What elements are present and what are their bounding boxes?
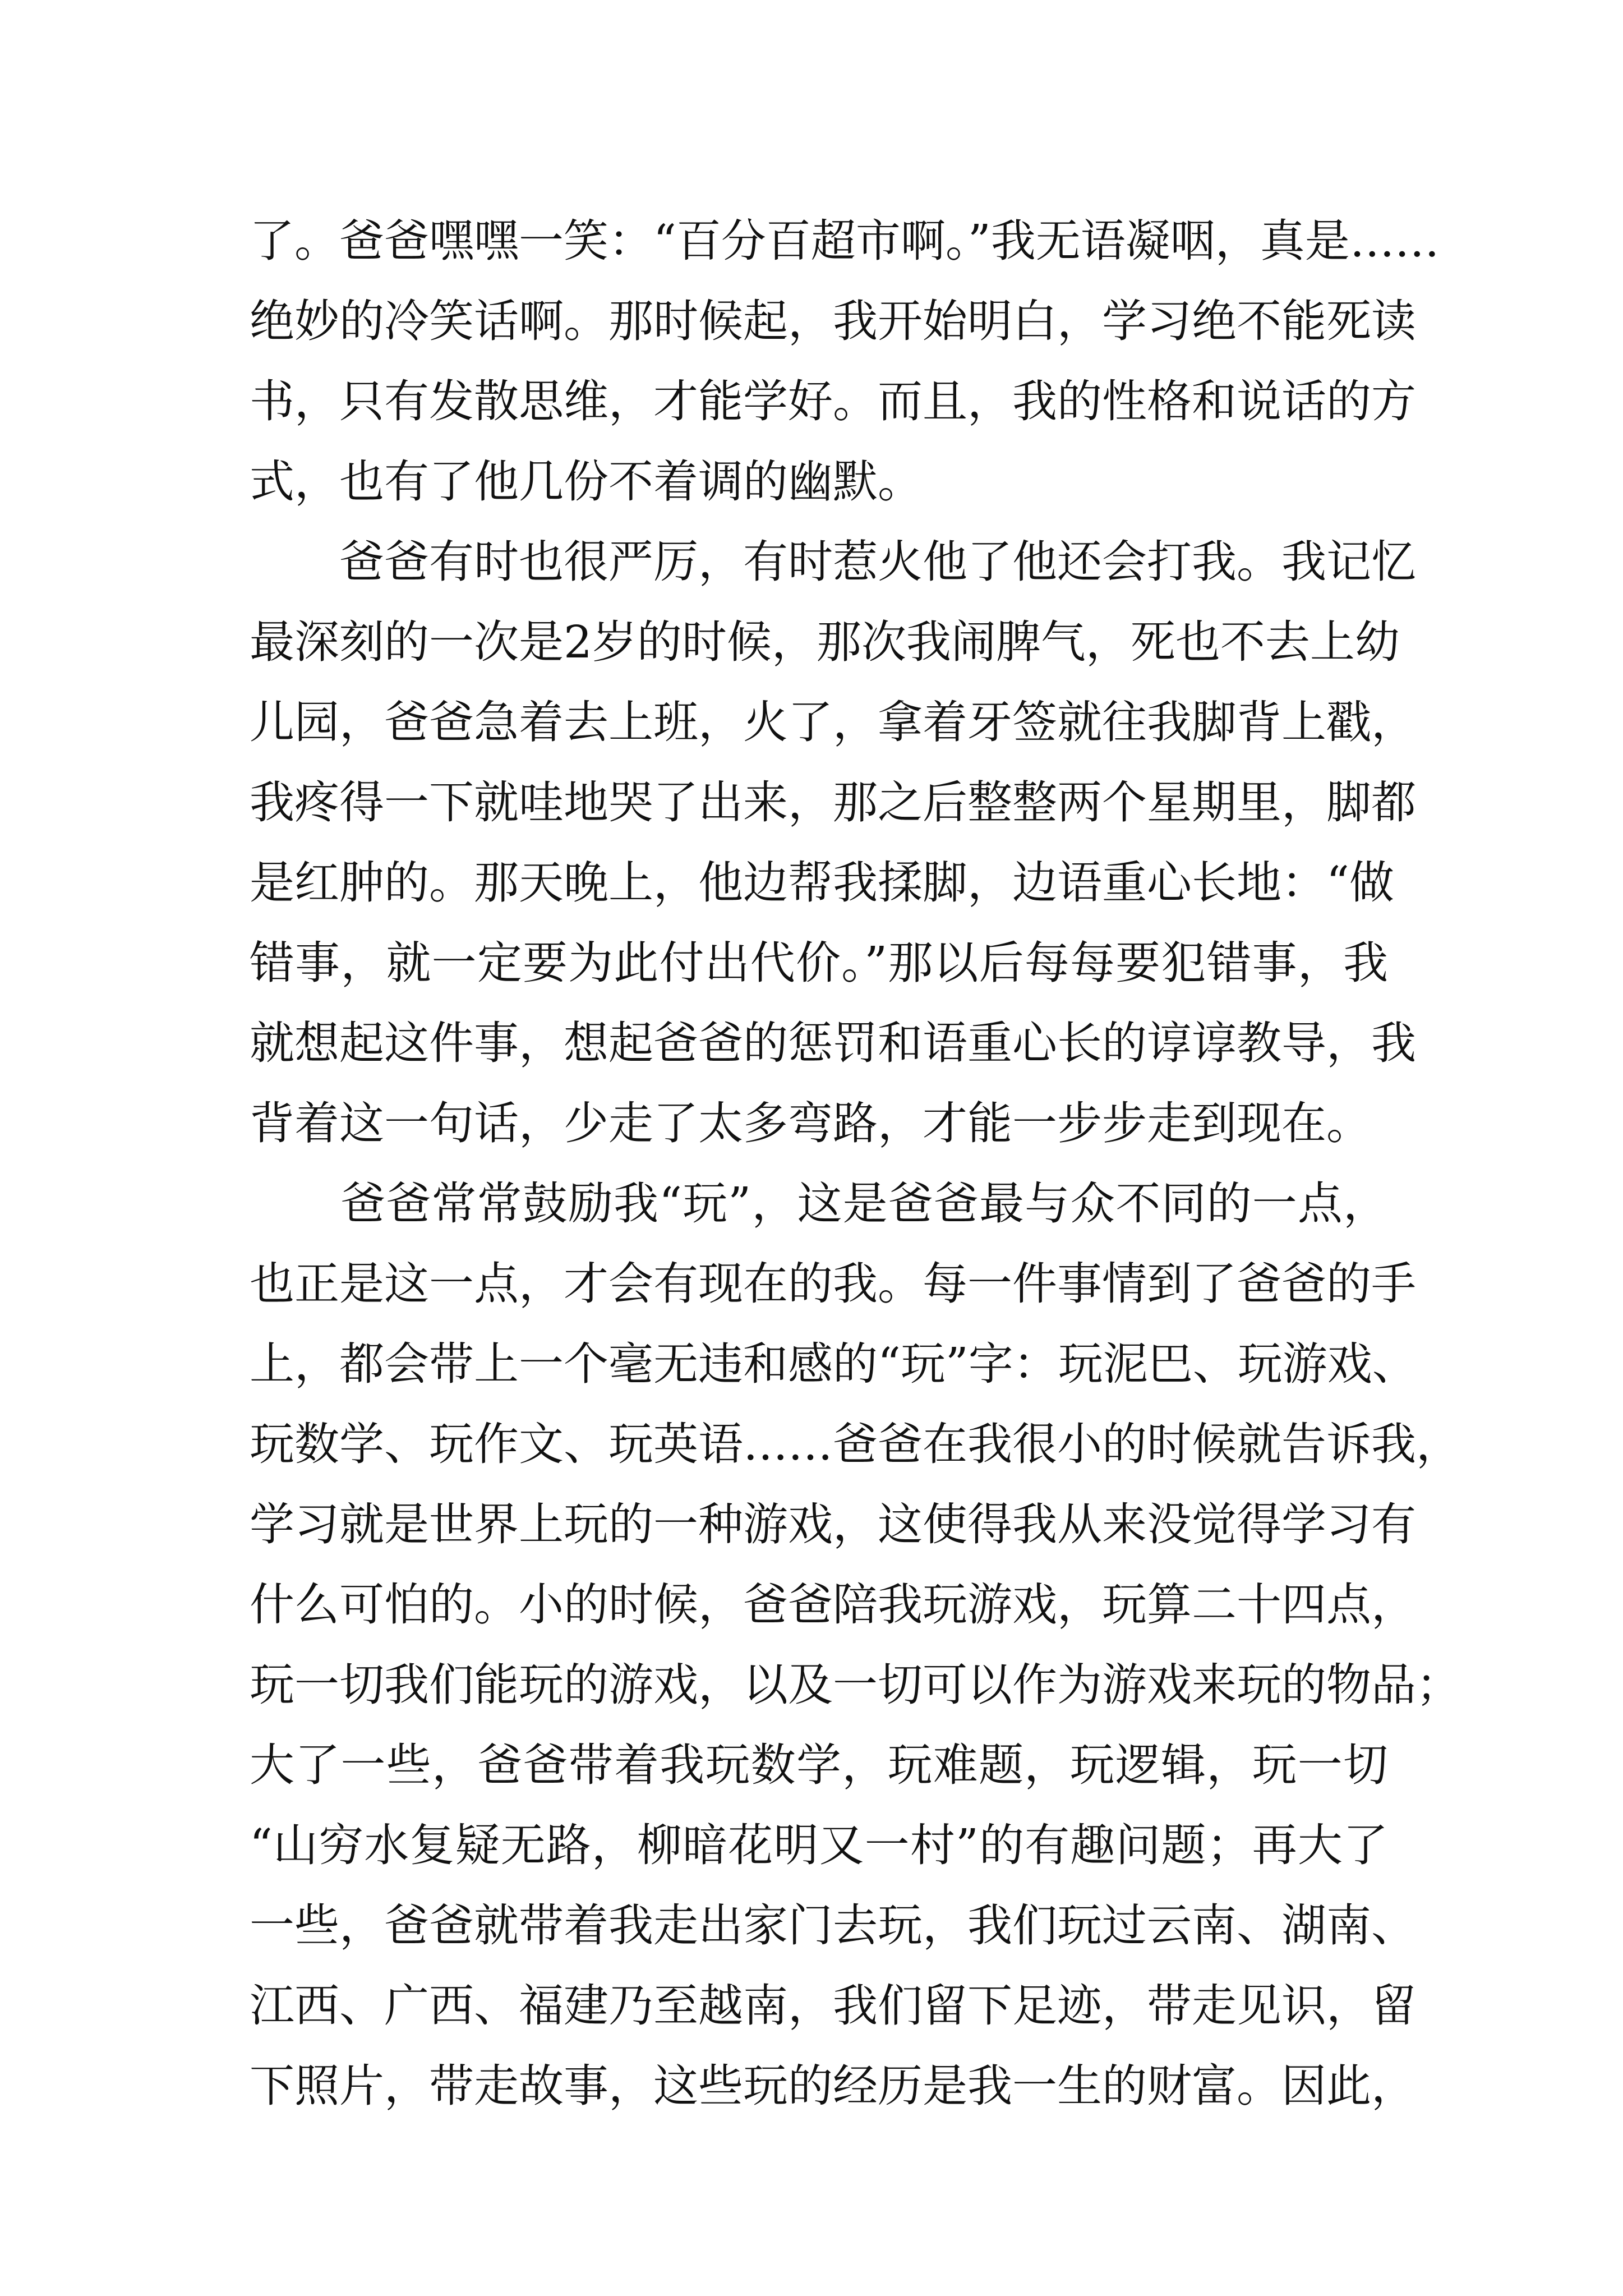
text-line: 了。爸爸嘿嘿一笑：“百分百超市啊。”我无语凝咽，真是……: [250, 215, 1440, 267]
text-line: 背着这一句话，少走了太多弯路，才能一步步走到现在。: [250, 1097, 1371, 1149]
text-line: 江西、广西、福建乃至越南，我们留下足迹，带走见识，留: [250, 1980, 1416, 2032]
text-line: 一些，爸爸就带着我走出家门去玩，我们玩过云南、湖南、: [250, 1899, 1416, 1952]
text-line: 学习就是世界上玩的一种游戏，这使得我从来没觉得学习有: [250, 1498, 1416, 1550]
text-line: 玩一切我们能玩的游戏，以及一切可以作为游戏来玩的物品；: [250, 1659, 1461, 1711]
text-line: 错事，就一定要为此付出代价。”那以后每每要犯错事，我: [250, 937, 1388, 989]
text-line: 爸爸有时也很严厉，有时惹火他了他还会打我。我记忆: [250, 536, 1416, 588]
text-line: 式，也有了他几份不着调的幽默。: [250, 455, 923, 508]
text-line: 我疼得一下就哇地哭了出来，那之后整整两个星期里，脚都: [250, 776, 1416, 829]
body-text: [250, 201, 1461, 2126]
text-line: 最深刻的一次是2岁的时候，那次我闹脾气，死也不去上幼: [250, 616, 1400, 668]
text-line: 什么可怕的。小的时候，爸爸陪我玩游戏，玩算二十四点，: [250, 1579, 1416, 1631]
text-line: 书，只有发散思维，才能学好。而且，我的性格和说话的方: [250, 375, 1416, 427]
text-line: 上，都会带上一个毫无违和感的“玩”字：玩泥巴、玩游戏、: [250, 1338, 1417, 1390]
text-line: 就想起这件事，想起爸爸的惩罚和语重心长的谆谆教导，我: [250, 1017, 1416, 1069]
text-line: 下照片，带走故事，这些玩的经历是我一生的财富。因此，: [250, 2060, 1416, 2112]
text-line: 绝妙的冷笑话啊。那时候起，我开始明白，学习绝不能死读: [250, 295, 1416, 347]
text-line: 儿园，爸爸急着去上班，火了，拿着牙签就往我脚背上戳，: [250, 696, 1416, 748]
text-line: 大了一些，爸爸带着我玩数学，玩难题，玩逻辑，玩一切: [250, 1739, 1388, 1791]
text-line: 玩数学、玩作文、玩英语……爸爸在我很小的时候就告诉我，: [250, 1418, 1461, 1470]
text-line: 爸爸常常鼓励我“玩”，这是爸爸最与众不同的一点，: [250, 1177, 1388, 1230]
text-line: 是红肿的。那天晚上，他边帮我揉脚，边语重心长地：“做: [250, 857, 1394, 909]
text-line: “山穷水复疑无路，柳暗花明又一村”的有趣问题；再大了: [250, 1819, 1388, 1871]
text-line: 也正是这一点，才会有现在的我。每一件事情到了爸爸的手: [250, 1258, 1416, 1310]
